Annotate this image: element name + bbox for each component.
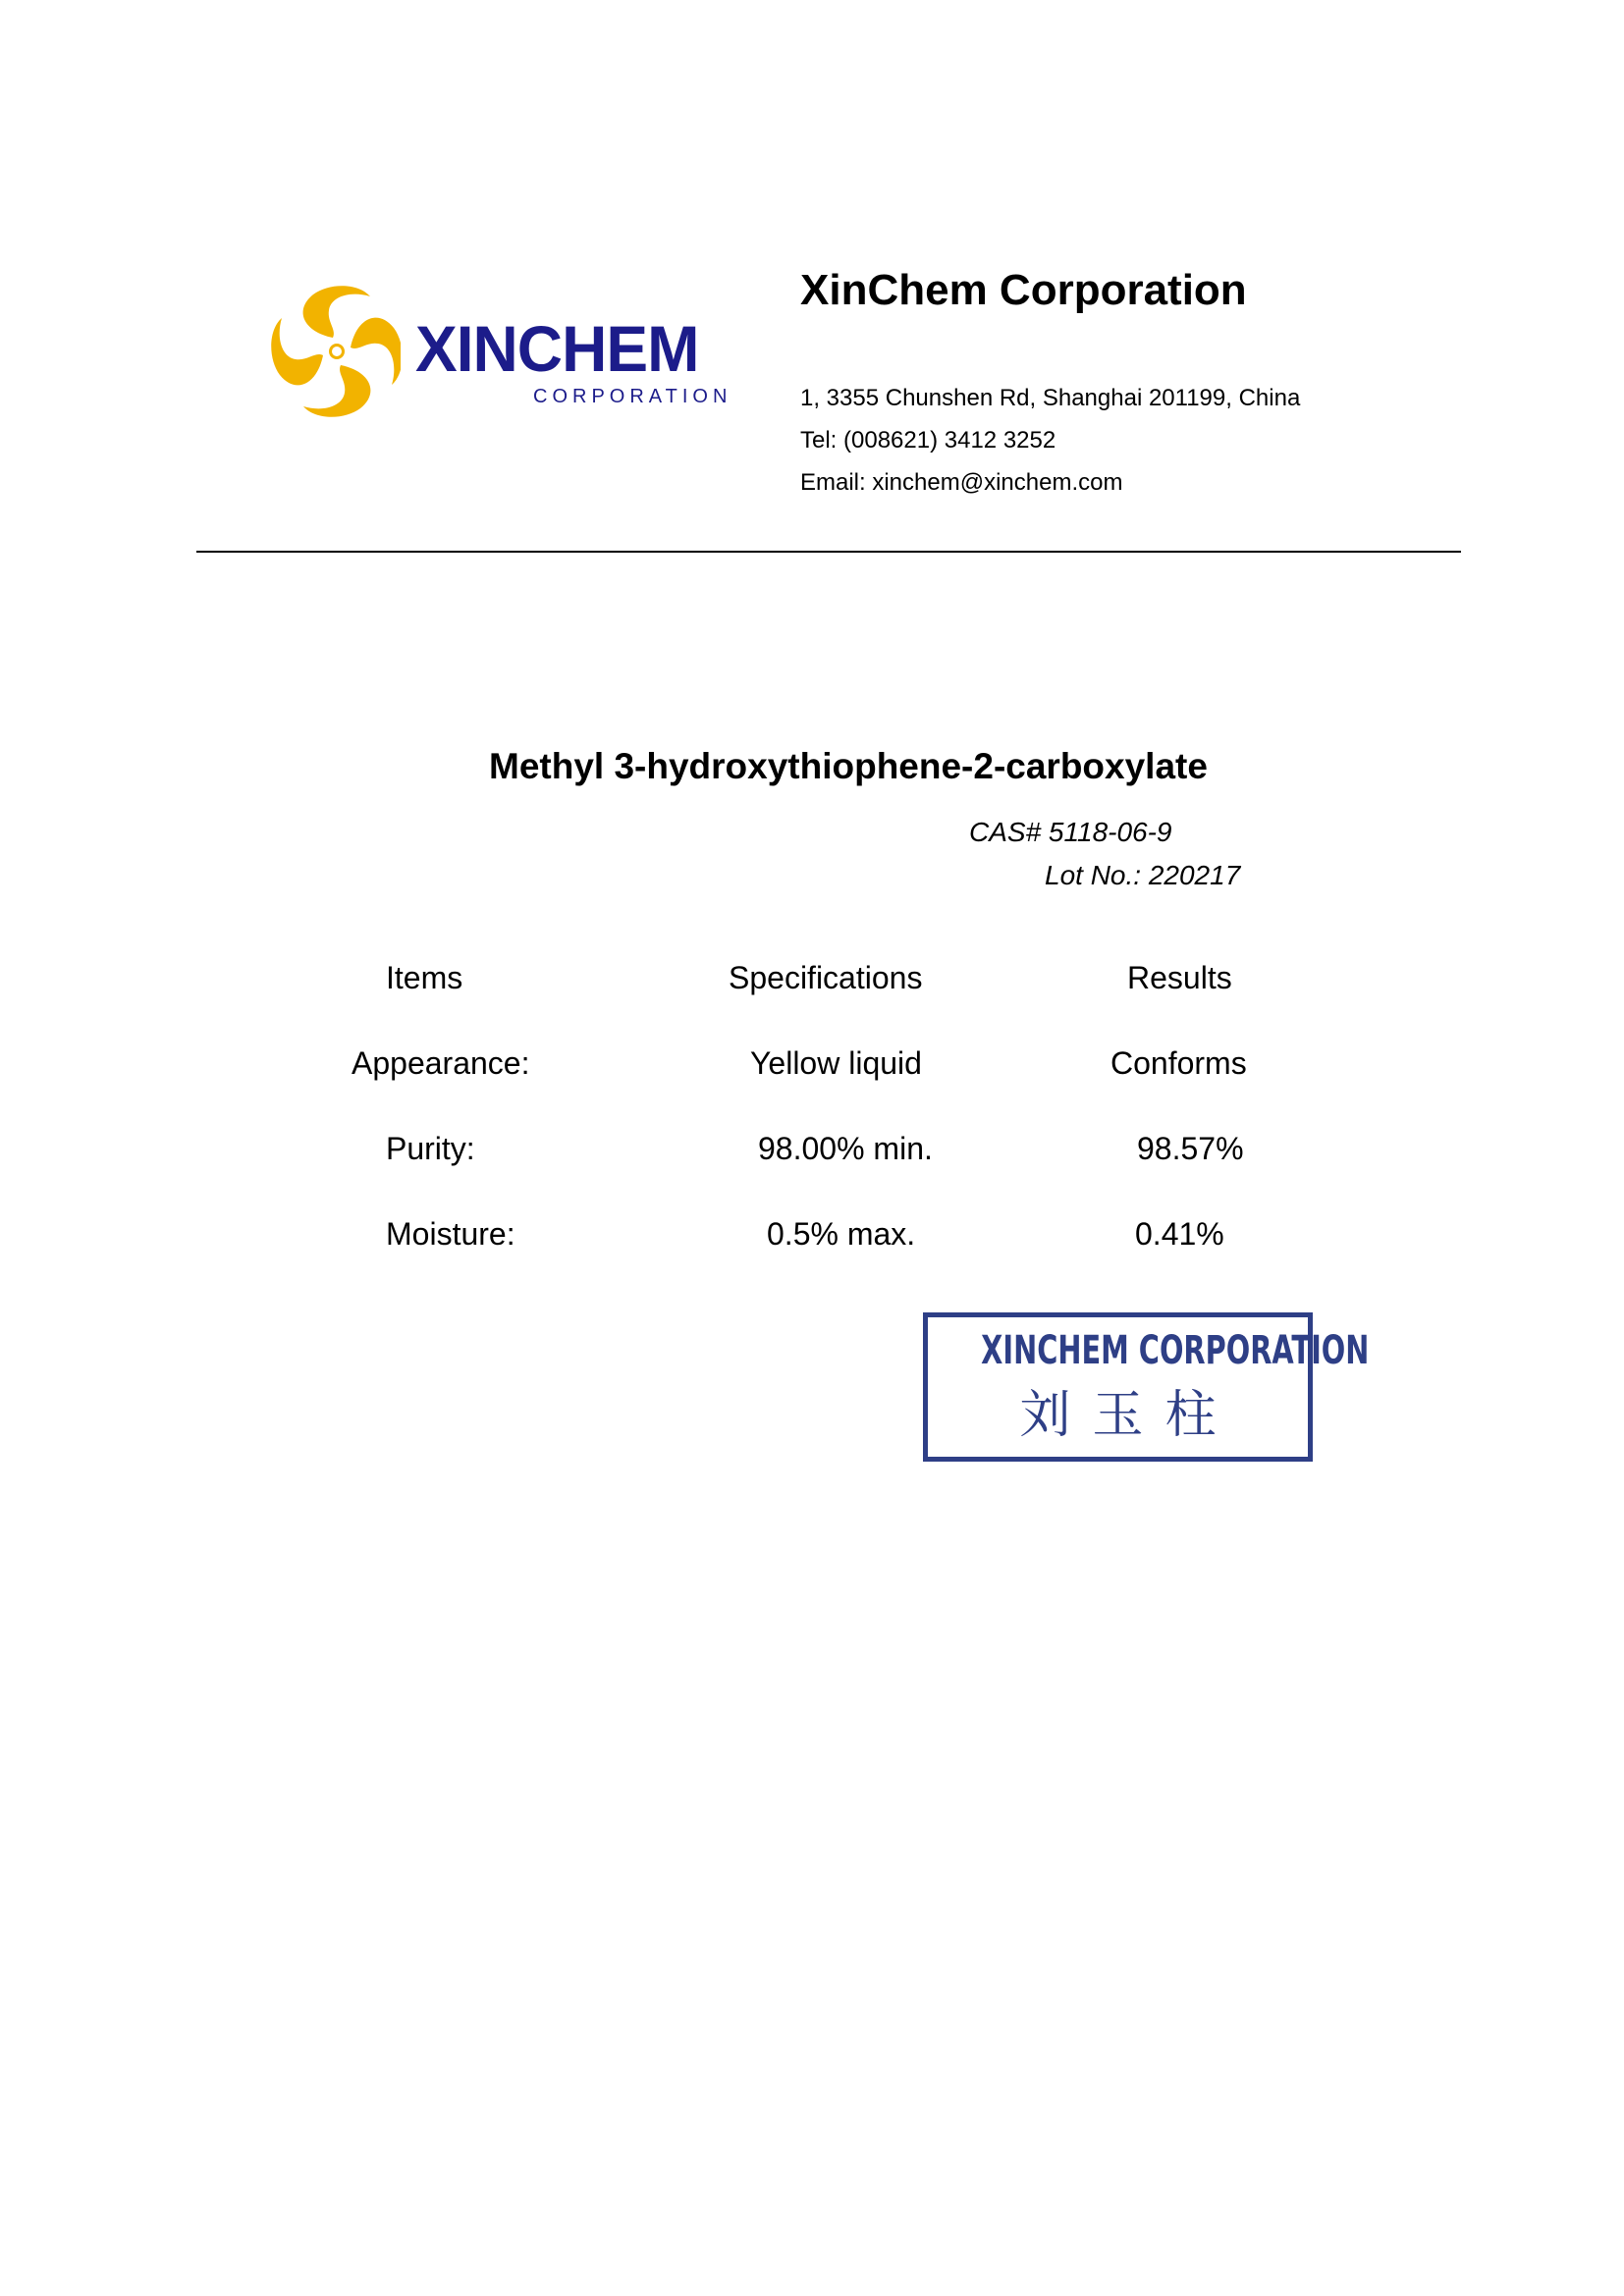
stamp-company-name: XINCHEM CORPORATION <box>981 1328 1370 1373</box>
result-cell: 98.57% <box>1137 1131 1244 1166</box>
specification-cell: Yellow liquid <box>750 1045 922 1081</box>
item-cell: Moisture: <box>386 1216 515 1252</box>
item-cell: Purity: <box>386 1131 475 1166</box>
propeller-logo-icon <box>253 271 401 428</box>
specification-cell: 0.5% max. <box>767 1216 916 1252</box>
stamp-signatory-name: 刘玉柱 <box>1019 1386 1238 1445</box>
cas-number: CAS# 5118-06-9 <box>969 817 1172 847</box>
company-name: XinChem Corporation <box>800 266 1247 314</box>
company-address: 1, 3355 Chunshen Rd, Shanghai 201199, China <box>800 385 1301 411</box>
column-header-results: Results <box>1127 960 1232 995</box>
result-cell: Conforms <box>1110 1045 1247 1081</box>
column-header-items: Items <box>386 960 463 995</box>
logo-subtitle: CORPORATION <box>533 386 732 407</box>
product-name: Methyl 3-hydroxythiophene-2-carboxylate <box>489 746 1208 786</box>
item-cell: Appearance: <box>352 1045 530 1081</box>
company-phone: Tel: (008621) 3412 3252 <box>800 427 1056 454</box>
column-header-specifications: Specifications <box>729 960 923 995</box>
lot-number: Lot No.: 220217 <box>1045 860 1241 890</box>
company-logo <box>253 271 732 428</box>
header-divider <box>196 551 1461 553</box>
company-stamp <box>923 1312 1370 1462</box>
logo-wordmark: XINCHEM <box>415 312 699 385</box>
specification-cell: 98.00% min. <box>758 1131 933 1166</box>
result-cell: 0.41% <box>1135 1216 1224 1252</box>
company-email: Email: xinchem@xinchem.com <box>800 469 1123 496</box>
